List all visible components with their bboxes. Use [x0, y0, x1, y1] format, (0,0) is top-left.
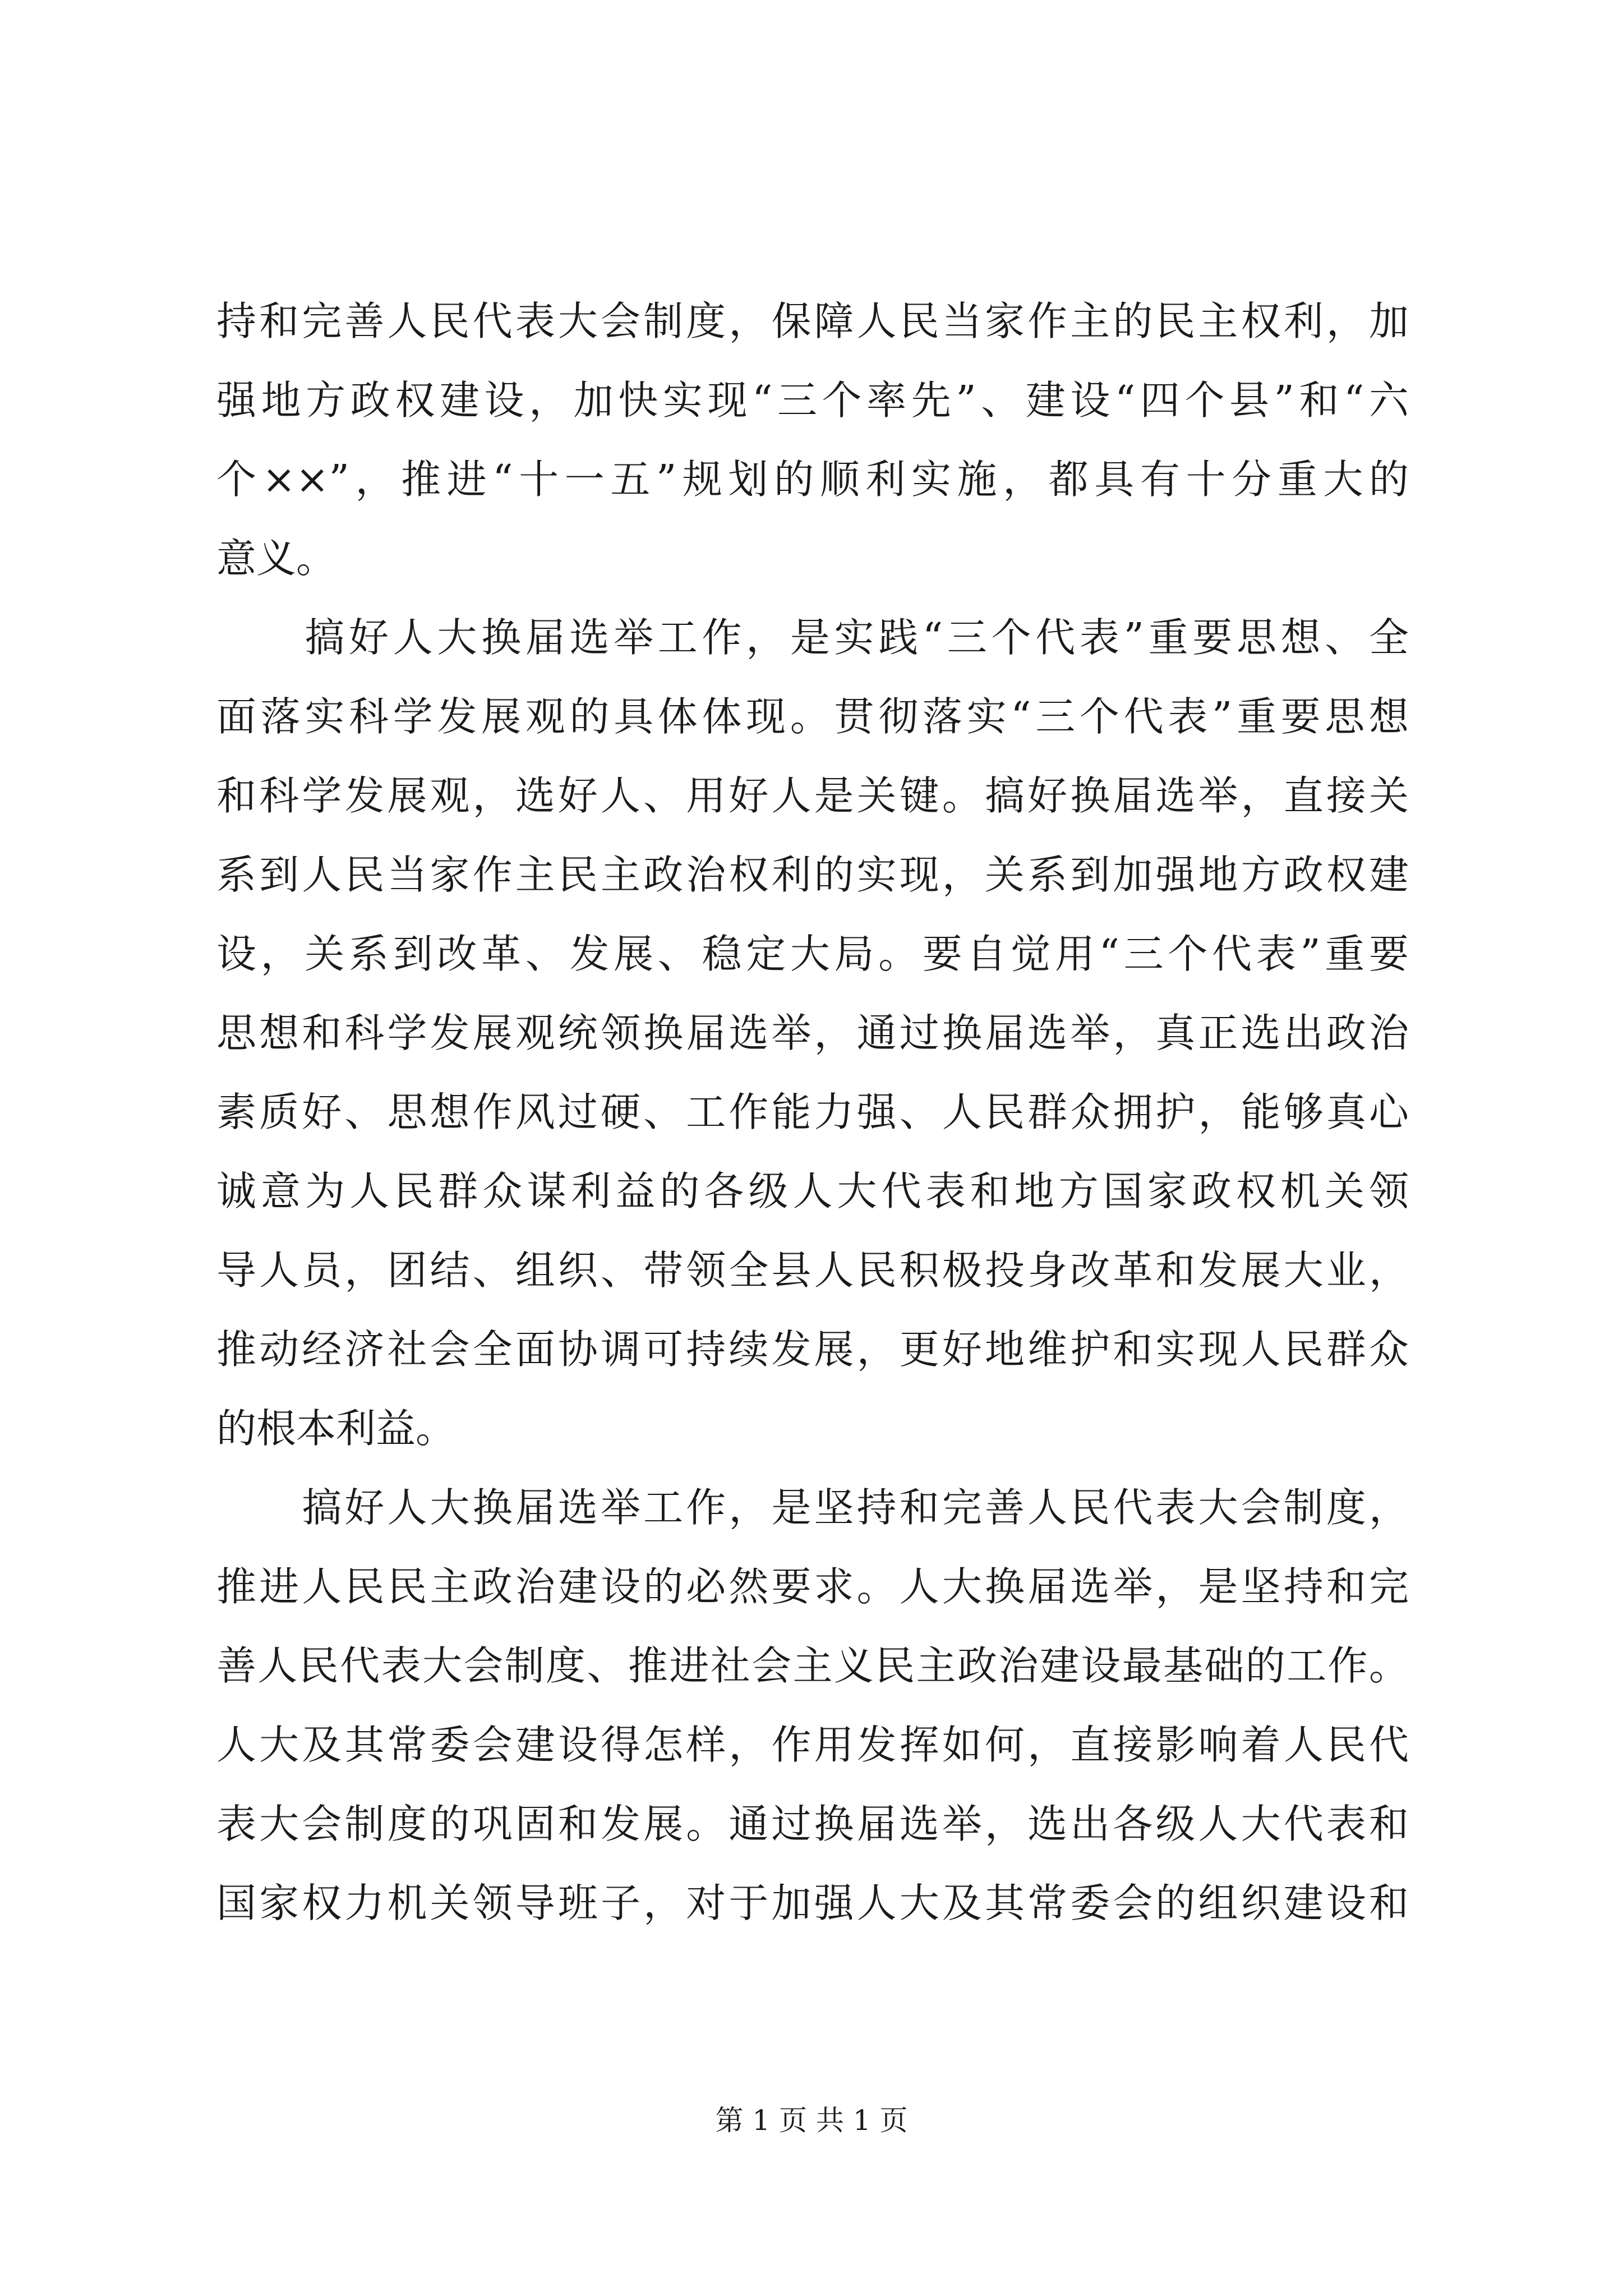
- text-line: 人大及其常委会建设得怎样，作用发挥如何，直接影响着人民代: [216, 1722, 1409, 1768]
- text-line: 个××”，推进“十一五”规划的顺利实施，都具有十分重大的: [216, 456, 1409, 503]
- text-line: 表大会制度的巩固和发展。通过换届选举，选出各级人大代表和: [216, 1801, 1409, 1847]
- text-line: 强地方政权建设，加快实现“三个率先”、建设“四个县”和“六: [216, 377, 1409, 424]
- page-number-footer: 第 1 页 共 1 页: [715, 2104, 908, 2137]
- text-line: 面落实科学发展观的具体体现。贯彻落实“三个代表”重要思想: [216, 693, 1409, 740]
- text-line: 思想和科学发展观统领换届选举，通过换届选举，真正选出政治: [216, 1010, 1409, 1056]
- text-line: 的根本利益。: [216, 1405, 456, 1452]
- text-line: 持和完善人民代表大会制度，保障人民当家作主的民主权利，加: [216, 298, 1409, 344]
- text-line: 善人民代表大会制度、推进社会主义民主政治建设最基础的工作。: [216, 1642, 1409, 1689]
- text-line: 推动经济社会全面协调可持续发展，更好地维护和实现人民群众: [216, 1326, 1409, 1373]
- text-line: 系到人民当家作主民主政治权利的实现，关系到加强地方政权建: [216, 852, 1409, 898]
- text-line: 意义。: [216, 535, 336, 582]
- text-line: 推进人民民主政治建设的必然要求。人大换届选举，是坚持和完: [216, 1563, 1409, 1610]
- text-line: 导人员，团结、组织、带领全县人民积极投身改革和发展大业，: [216, 1247, 1409, 1294]
- text-line: 素质好、思想作风过硬、工作能力强、人民群众拥护，能够真心: [216, 1089, 1409, 1135]
- text-line: 搞好人大换届选举工作，是坚持和完善人民代表大会制度，: [216, 1484, 1409, 1531]
- text-line: 诚意为人民群众谋利益的各级人大代表和地方国家政权机关领: [216, 1168, 1409, 1214]
- text-line: 和科学发展观，选好人、用好人是关键。搞好换届选举，直接关: [216, 772, 1409, 819]
- text-line: 搞好人大换届选举工作，是实践“三个代表”重要思想、全: [216, 614, 1409, 661]
- text-line: 设，关系到改革、发展、稳定大局。要自觉用“三个代表”重要: [216, 931, 1409, 977]
- body-text: [216, 282, 1409, 1943]
- text-line: 国家权力机关领导班子，对于加强人大及其常委会的组织建设和: [216, 1880, 1409, 1926]
